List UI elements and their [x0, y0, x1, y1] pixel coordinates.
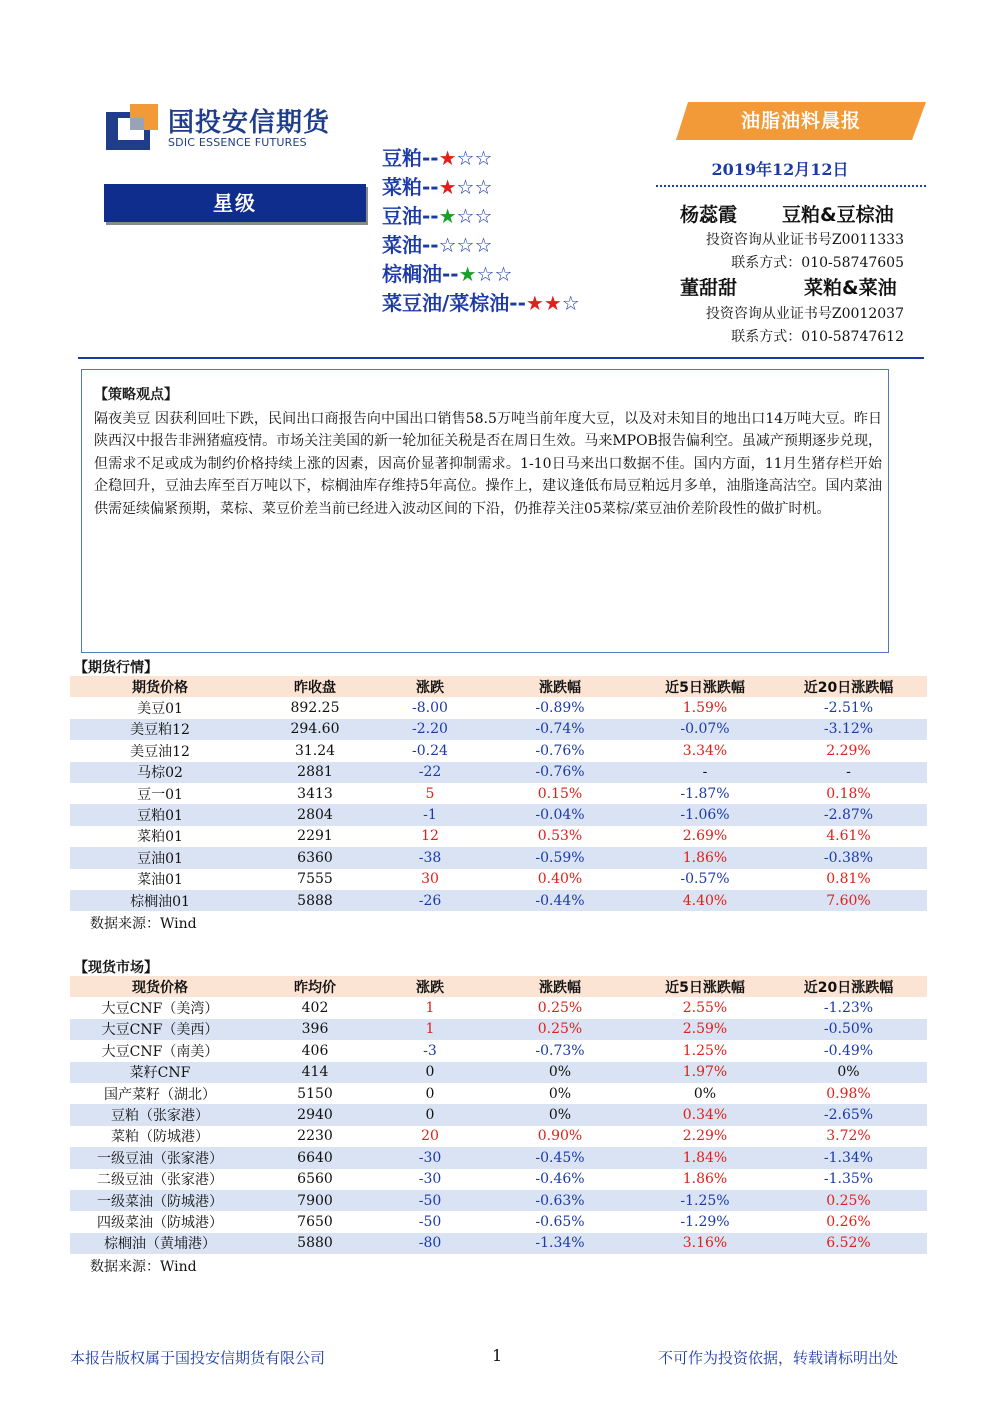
spot-table [70, 976, 927, 1254]
table-cell-d5: 4.40% [640, 890, 770, 911]
rating-row [382, 202, 580, 231]
logo-mark-icon [106, 104, 158, 150]
strategy-title: 【策略观点】 [94, 387, 178, 403]
table-cell-chg: -22 [380, 762, 480, 783]
table-cell-chg: -38 [380, 847, 480, 868]
empty-star-icon: ☆ [474, 204, 493, 228]
table-cell-d5: - [640, 762, 770, 783]
table-cell-chg: -80 [380, 1233, 480, 1254]
table-cell-pct: -0.46% [480, 1169, 640, 1190]
table-cell-d20: 7.60% [770, 890, 927, 911]
company-name-en: SDIC ESSENCE FUTURES [168, 136, 307, 149]
table-cell-pct: 0% [480, 1062, 640, 1083]
empty-star-icon: ☆ [476, 262, 495, 286]
table-cell-name: 美豆01 [70, 697, 250, 718]
table-row [70, 740, 927, 761]
table-cell-d20: -0.50% [770, 1019, 927, 1040]
table-cell-pct: -0.76% [480, 762, 640, 783]
page-number: 1 [492, 1346, 503, 1365]
analyst-2-name: 董甜甜 [680, 277, 738, 299]
table-row [70, 1019, 927, 1040]
table-cell-close: 2940 [250, 1104, 380, 1125]
spot-header-row [70, 976, 927, 997]
table-row [70, 804, 927, 825]
table-cell-chg: -50 [380, 1211, 480, 1232]
table-cell-chg: -0.24 [380, 740, 480, 761]
table-cell-chg: 0 [380, 1104, 480, 1125]
strategy-box [81, 369, 889, 653]
table-cell-d20: -1.35% [770, 1169, 927, 1190]
table-row [70, 1147, 927, 1168]
table-cell-d20: -3.12% [770, 719, 927, 740]
table-cell-d20: 0.81% [770, 869, 927, 890]
rating-label: 豆油-- [382, 204, 439, 228]
table-cell-chg: -30 [380, 1147, 480, 1168]
rating-label: 棕榈油-- [382, 262, 459, 286]
footer-disclaimer: 不可作为投资依据，转载请标明出处 [658, 1349, 899, 1367]
table-cell-pct: 0.53% [480, 826, 640, 847]
table-cell-pct: -0.73% [480, 1040, 640, 1061]
table-row [70, 1190, 927, 1211]
rating-row [382, 260, 580, 289]
table-cell-chg: 20 [380, 1126, 480, 1147]
table-row [70, 826, 927, 847]
table-row [70, 1040, 927, 1061]
table-cell-name: 菜籽CNF [70, 1062, 250, 1083]
table-cell-close: 294.60 [250, 719, 380, 740]
table-row [70, 697, 927, 718]
rating-badge: 星级 [104, 184, 366, 222]
table-cell-close: 2881 [250, 762, 380, 783]
table-cell-name: 棕榈油01 [70, 890, 250, 911]
spot-section-title: 【现货市场】 [74, 960, 158, 976]
dotted-divider [656, 185, 926, 187]
table-cell-chg: -26 [380, 890, 480, 911]
table-row [70, 1211, 927, 1232]
table-cell-pct: -0.04% [480, 804, 640, 825]
empty-star-icon: ☆ [456, 146, 475, 170]
table-row [70, 869, 927, 890]
futures-source: 数据来源：Wind [90, 916, 197, 932]
table-cell-chg: -3 [380, 1040, 480, 1061]
analyst-2-coverage: 菜粕&菜油 [804, 277, 897, 299]
table-cell-close: 6560 [250, 1169, 380, 1190]
column-header: 期货价格 [70, 676, 250, 697]
table-cell-name: 美豆油12 [70, 740, 250, 761]
table-cell-name: 豆粕01 [70, 804, 250, 825]
table-cell-name: 豆粕（张家港） [70, 1104, 250, 1125]
table-cell-close: 5888 [250, 890, 380, 911]
table-cell-d5: 2.55% [640, 997, 770, 1018]
table-cell-name: 美豆粕12 [70, 719, 250, 740]
table-cell-close: 31.24 [250, 740, 380, 761]
analyst-1-coverage: 豆粕&豆棕油 [782, 204, 894, 226]
table-cell-d20: 0.26% [770, 1211, 927, 1232]
table-cell-d20: 4.61% [770, 826, 927, 847]
rating-label: 菜豆油/菜棕油-- [382, 291, 526, 315]
column-header: 昨均价 [250, 976, 380, 997]
table-cell-d20: 0.18% [770, 783, 927, 804]
column-header: 涨跌 [380, 976, 480, 997]
table-cell-name: 菜粕（防城港） [70, 1126, 250, 1147]
table-cell-pct: -0.65% [480, 1211, 640, 1232]
table-cell-close: 6360 [250, 847, 380, 868]
table-cell-pct: -0.74% [480, 719, 640, 740]
table-cell-d5: 2.29% [640, 1126, 770, 1147]
header-divider [78, 357, 924, 359]
table-cell-d20: 6.52% [770, 1233, 927, 1254]
company-name-cn: 国投安信期货 [168, 108, 331, 138]
filled-star-icon: ★ [438, 175, 457, 199]
table-cell-d20: -2.65% [770, 1104, 927, 1125]
table-cell-d5: -1.25% [640, 1190, 770, 1211]
table-cell-chg: 30 [380, 869, 480, 890]
table-cell-d5: -0.07% [640, 719, 770, 740]
filled-star-icon: ★ [438, 204, 457, 228]
table-cell-pct: 0.90% [480, 1126, 640, 1147]
spot-source: 数据来源：Wind [90, 1259, 197, 1275]
column-header: 近5日涨跌幅 [640, 976, 770, 997]
table-row [70, 1126, 927, 1147]
table-row [70, 1104, 927, 1125]
table-cell-pct: -1.34% [480, 1233, 640, 1254]
empty-star-icon: ☆ [494, 262, 513, 286]
empty-star-icon: ☆ [474, 175, 493, 199]
table-cell-close: 414 [250, 1062, 380, 1083]
table-cell-d20: -0.49% [770, 1040, 927, 1061]
rating-row [382, 231, 580, 260]
table-cell-name: 棕榈油（黄埔港） [70, 1233, 250, 1254]
table-cell-d5: 1.84% [640, 1147, 770, 1168]
table-cell-pct: 0% [480, 1083, 640, 1104]
table-cell-d20: -0.38% [770, 847, 927, 868]
column-header: 昨收盘 [250, 676, 380, 697]
table-cell-name: 菜粕01 [70, 826, 250, 847]
table-cell-d20: -2.87% [770, 804, 927, 825]
table-cell-close: 7555 [250, 869, 380, 890]
empty-star-icon: ☆ [561, 291, 580, 315]
table-row [70, 1169, 927, 1190]
table-cell-pct: 0% [480, 1104, 640, 1125]
table-cell-name: 二级豆油（张家港） [70, 1169, 250, 1190]
table-row [70, 1233, 927, 1254]
table-cell-name: 豆油01 [70, 847, 250, 868]
table-cell-close: 402 [250, 997, 380, 1018]
table-cell-close: 892.25 [250, 697, 380, 718]
table-cell-close: 5880 [250, 1233, 380, 1254]
table-cell-d20: - [770, 762, 927, 783]
table-cell-d20: 0% [770, 1062, 927, 1083]
filled-star-icon: ★ [525, 291, 544, 315]
table-cell-d20: 2.29% [770, 740, 927, 761]
column-header: 近20日涨跌幅 [770, 676, 927, 697]
table-cell-close: 7900 [250, 1190, 380, 1211]
table-cell-name: 大豆CNF（美湾） [70, 997, 250, 1018]
table-cell-pct: 0.15% [480, 783, 640, 804]
filled-star-icon: ★ [458, 262, 477, 286]
table-cell-chg: 5 [380, 783, 480, 804]
table-cell-name: 大豆CNF（南美） [70, 1040, 250, 1061]
table-cell-pct: -0.89% [480, 697, 640, 718]
futures-header-row [70, 676, 927, 697]
table-cell-close: 2230 [250, 1126, 380, 1147]
filled-star-icon: ★ [543, 291, 562, 315]
table-cell-d5: 1.86% [640, 1169, 770, 1190]
rating-label: 菜油-- [382, 233, 439, 257]
table-cell-close: 2291 [250, 826, 380, 847]
table-cell-chg: 1 [380, 1019, 480, 1040]
table-cell-chg: -1 [380, 804, 480, 825]
column-header: 涨跌 [380, 676, 480, 697]
table-row [70, 762, 927, 783]
column-header: 涨跌幅 [480, 676, 640, 697]
table-row [70, 783, 927, 804]
report-title-banner [676, 102, 926, 140]
table-cell-name: 菜油01 [70, 869, 250, 890]
table-cell-d5: -1.87% [640, 783, 770, 804]
table-cell-d5: -1.06% [640, 804, 770, 825]
table-cell-d5: 2.59% [640, 1019, 770, 1040]
table-cell-pct: -0.45% [480, 1147, 640, 1168]
table-cell-d20: -1.34% [770, 1147, 927, 1168]
footer-copyright: 本报告版权属于国投安信期货有限公司 [70, 1349, 326, 1367]
table-cell-pct: 0.25% [480, 1019, 640, 1040]
table-cell-d5: 3.16% [640, 1233, 770, 1254]
table-row [70, 719, 927, 740]
table-cell-chg: 0 [380, 1083, 480, 1104]
table-cell-chg: -30 [380, 1169, 480, 1190]
empty-star-icon: ☆ [456, 204, 475, 228]
table-cell-pct: -0.63% [480, 1190, 640, 1211]
table-cell-pct: -0.59% [480, 847, 640, 868]
analyst-2-cert: 投资咨询从业证书号Z0012037 [705, 306, 904, 322]
table-cell-close: 5150 [250, 1083, 380, 1104]
empty-star-icon: ☆ [474, 233, 493, 257]
futures-section-title: 【期货行情】 [74, 660, 158, 676]
table-cell-name: 一级菜油（防城港） [70, 1190, 250, 1211]
table-cell-chg: 1 [380, 997, 480, 1018]
empty-star-icon: ☆ [474, 146, 493, 170]
table-row [70, 890, 927, 911]
table-cell-chg: -50 [380, 1190, 480, 1211]
ratings-list [382, 144, 580, 318]
rating-label: 菜粕-- [382, 175, 439, 199]
table-cell-d20: 0.98% [770, 1083, 927, 1104]
table-cell-name: 一级豆油（张家港） [70, 1147, 250, 1168]
empty-star-icon: ☆ [438, 233, 457, 257]
table-cell-close: 406 [250, 1040, 380, 1061]
table-cell-pct: 0.40% [480, 869, 640, 890]
empty-star-icon: ☆ [456, 175, 475, 199]
table-cell-close: 6640 [250, 1147, 380, 1168]
table-cell-name: 豆一01 [70, 783, 250, 804]
column-header: 现货价格 [70, 976, 250, 997]
rating-row [382, 173, 580, 202]
table-cell-d5: 1.25% [640, 1040, 770, 1061]
table-cell-d5: 1.86% [640, 847, 770, 868]
table-cell-name: 大豆CNF（美西） [70, 1019, 250, 1040]
table-cell-d20: 3.72% [770, 1126, 927, 1147]
rating-row [382, 144, 580, 173]
table-cell-d5: -0.57% [640, 869, 770, 890]
table-row [70, 997, 927, 1018]
table-cell-pct: 0.25% [480, 997, 640, 1018]
table-cell-d5: 1.59% [640, 697, 770, 718]
strategy-body: 隔夜美豆 因获利回吐下跌，民间出口商报告向中国出口销售58.5万吨当前年度大豆，以及对未知目的地出口14万吨大豆。昨日陕西汉中报告非洲猪瘟疫情。市场关注美国的新一轮加征关税是否在周日生效。马来MPOB报告偏利空。虽减产预期逐步兑现，但需求不足或成为制约价格持续上涨的因素，因高价显著抑制需求。1-10日马来出口数据不佳。国内方面，11月生猪存栏开始企稳回升，豆油去库至百万吨以下，棕榈油库存维持5年高位。操作上，建议逢低布局豆粕远月多单，油脂逢高沽空。国内菜油供需延续偏紧预期，菜棕、菜豆价差当前已经进入波动区间的下沿，仍推荐关注05菜棕/菜豆油价差阶段性的做扩时机。 [94, 411, 882, 517]
futures-table [70, 676, 927, 911]
column-header: 近5日涨跌幅 [640, 676, 770, 697]
table-cell-close: 7650 [250, 1211, 380, 1232]
rating-row [382, 289, 580, 318]
table-row [70, 847, 927, 868]
table-row [70, 1062, 927, 1083]
table-cell-name: 四级菜油（防城港） [70, 1211, 250, 1232]
column-header: 近20日涨跌幅 [770, 976, 927, 997]
table-cell-d5: 2.69% [640, 826, 770, 847]
analyst-1-name: 杨蕊霞 [680, 204, 738, 226]
table-cell-chg: 12 [380, 826, 480, 847]
table-cell-chg: 0 [380, 1062, 480, 1083]
table-cell-chg: -2.20 [380, 719, 480, 740]
table-cell-close: 2804 [250, 804, 380, 825]
column-header: 涨跌幅 [480, 976, 640, 997]
table-cell-pct: -0.76% [480, 740, 640, 761]
rating-label: 豆粕-- [382, 146, 439, 170]
analyst-1-contact: 联系方式：010-58747605 [731, 255, 904, 271]
table-cell-d5: 3.34% [640, 740, 770, 761]
table-cell-name: 马棕02 [70, 762, 250, 783]
table-cell-close: 3413 [250, 783, 380, 804]
table-cell-pct: -0.44% [480, 890, 640, 911]
analyst-1-cert: 投资咨询从业证书号Z0011333 [705, 232, 904, 248]
table-cell-d5: 1.97% [640, 1062, 770, 1083]
table-cell-d5: 0.34% [640, 1104, 770, 1125]
empty-star-icon: ☆ [456, 233, 475, 257]
table-cell-close: 396 [250, 1019, 380, 1040]
table-cell-d20: -1.23% [770, 997, 927, 1018]
table-cell-name: 国产菜籽（湖北） [70, 1083, 250, 1104]
company-logo [106, 100, 336, 156]
analyst-2-contact: 联系方式：010-58747612 [731, 329, 904, 345]
report-date: 2019年12月12日 [711, 160, 849, 179]
table-cell-d5: -1.29% [640, 1211, 770, 1232]
table-cell-d5: 0% [640, 1083, 770, 1104]
report-title: 油脂油料晨报 [740, 110, 861, 132]
table-row [70, 1083, 927, 1104]
table-cell-d20: 0.25% [770, 1190, 927, 1211]
filled-star-icon: ★ [438, 146, 457, 170]
table-cell-d20: -2.51% [770, 697, 927, 718]
table-cell-chg: -8.00 [380, 697, 480, 718]
